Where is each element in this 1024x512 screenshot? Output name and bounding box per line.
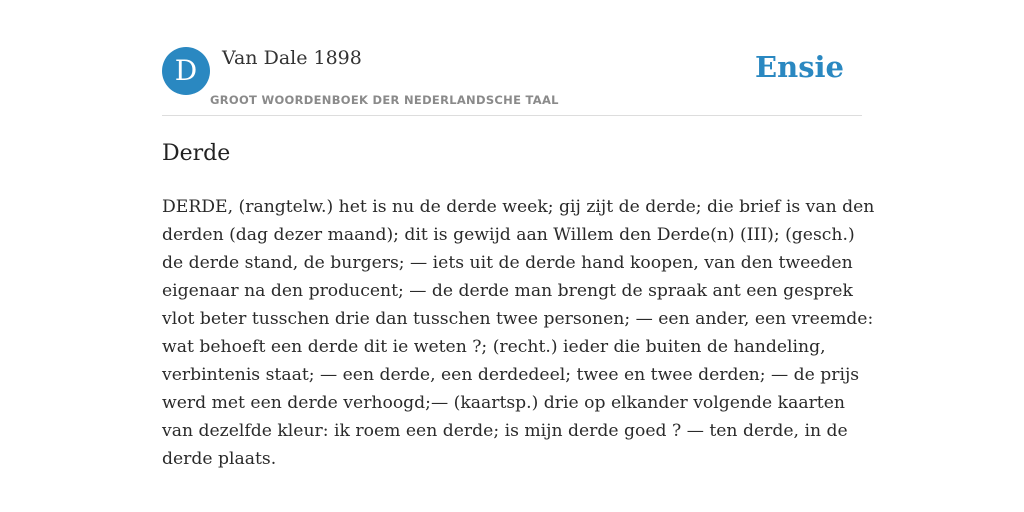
definition-line: de derde stand, de burgers; — iets uit de derde hand koopen, van den tweeden xyxy=(162,253,853,273)
definition-line: derden (dag dezer maand); dit is gewijd aan Willem den Derde(n) (III); (gesch.) xyxy=(162,225,855,245)
dictionary-page xyxy=(162,0,875,512)
source-header xyxy=(162,0,862,116)
definition-line: werd met een derde verhoogd;— (kaartsp.) drie op elkander volgende kaarten xyxy=(162,393,845,413)
definition-line: van dezelfde kleur: ik roem een derde; is mijn derde goed ? — ten derde, in de xyxy=(162,421,848,441)
source-subtitle: GROOT WOORDENBOEK DER NEDERLANDSCHE TAAL xyxy=(210,93,559,107)
definition-line: vlot beter tusschen drie dan tusschen twee personen; — een ander, een vreemde: xyxy=(162,309,874,329)
source-avatar[interactable]: D xyxy=(162,47,210,95)
brand-logo[interactable]: Ensie xyxy=(755,50,844,84)
source-title[interactable]: Van Dale 1898 xyxy=(222,47,362,69)
entry-definition xyxy=(162,193,875,473)
entry-headword: Derde xyxy=(162,141,231,166)
definition-line: wat behoeft een derde dit ie weten ?; (recht.) ieder die buiten de handeling, xyxy=(162,337,826,357)
definition-line: DERDE, (rangtelw.) het is nu de derde week; gij zijt de derde; die brief is van den xyxy=(162,197,875,217)
definition-line: eigenaar na den producent; — de derde man brengt de spraak ant een gesprek xyxy=(162,281,853,301)
definition-line: derde plaats. xyxy=(162,449,277,469)
definition-line: verbintenis staat; — een derde, een derdedeel; twee en twee derden; — de prijs xyxy=(162,365,860,385)
